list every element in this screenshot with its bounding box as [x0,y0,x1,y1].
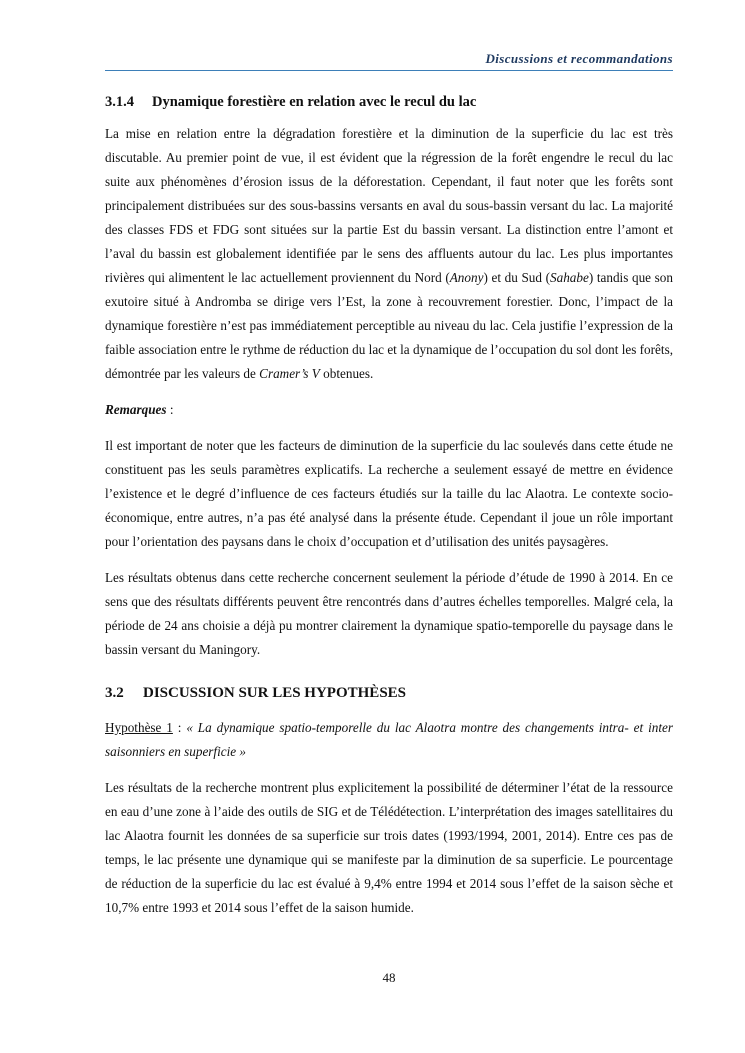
remarks-colon: : [166,402,174,417]
hypothesis-statement [105,716,673,764]
spacer [105,662,673,682]
para1-text-4: obtenues. [319,366,374,381]
river-anony: Anony [449,270,484,285]
section-number: 3.2 [105,685,124,701]
remarks-heading [105,398,673,422]
spacer [105,764,673,776]
river-sahabe: Sahabe [550,270,589,285]
header-rule [105,70,673,71]
subsection-heading [105,92,673,112]
subsection-number: 3.1.4 [105,94,134,110]
paragraph-forest-dynamics [105,122,673,386]
para1-text-2: ) et du Sud ( [483,270,550,285]
para1-text-3: ) tandis que son exutoire situé à Andromba se dirige vers l’Est, la zone à recouvrement forestier. Donc, l’impact de la dynamique forestière n’est pas immédiatement perceptible au niveau du lac. Cela justifie l’expression de la faible association entre le rythme de réduction du lac et la dynamique de l’occupation du sol dont les forêts, démontrée par les valeurs de [105,270,673,381]
remarks-label: Remarques [105,402,167,417]
section-title: DISCUSSION SUR LES HYPOTHÈSES [143,685,407,701]
page-number: 48 [382,970,396,985]
hypothesis-colon: : [172,720,187,735]
paragraph-results: Les résultats de la recherche montrent plus explicitement la possibilité de déterminer l’état de la ressource en eau d’une zone à l’aide des outils de SIG et de Télédétection. L’interprétation des images satellitaires du lac Alaotra fournit les données de sa superficie sur trois dates (1993/1994, 2001, 2014). Entre ces pas de temps, le lac présente une dynamique qui se manifeste par la diminution de sa superficie. Le pourcentage de réduction de la superficie du lac est évalué à 9,4% entre 1994 et 2014 sous l’effet de la saison sèche et 10,7% entre 1993 et 2014 sous l’effet de la saison humide. [105,780,673,915]
subsection-title: Dynamique forestière en relation avec le recul du lac [152,94,477,110]
hypothesis-text: « La dynamique spatio-temporelle du lac Alaotra montre des changements intra- et inter saisonniers en superficie » [105,720,673,759]
hypothesis-label: Hypothèse 1 [105,720,173,735]
para1-text-1: La mise en relation entre la dégradation forestière et la diminution de la superficie du lac est très discutable. Au premier point de vue, il est évident que la régression de la forêt engendre le recul du lac suite aux phénomènes d’érosion issus de la déforestation. Cependant, il faut noter que les forêts sont principalement distribuées sur des sous-bassins versants en aval du sous-bassin versant du lac. La majorité des classes FDS et FDG sont situées sur la partie Est du bassin versant. La distinction entre l’amont et l’aval du bassin est globalement identifiée par le sens des affluents autour du lac. Les plus importantes rivières qui alimentent le lac actuellement proviennent du Nord ( [105,126,673,285]
page-content [105,92,673,920]
section-heading [105,682,673,704]
paragraph-remarks: Il est important de noter que les facteurs de diminution de la superficie du lac soulevés dans cette étude ne constituent pas les seuls paramètres explicatifs. La recherche a seulement essayé de mettre en évidence l’existence et le degré d’influence de ces facteurs étudiés sur la taille du lac Alaotra. Le contexte socio-économique, entre autres, n’a pas été analysé dans la présente étude. Cependant il joue un rôle important pour l’orientation des paysans dans le choix d’occupation et d’utilisation des unités paysagères. [105,438,673,549]
running-header: Discussions et recommandations [485,51,673,66]
spacer [105,422,673,434]
paragraph-study-period: Les résultats obtenus dans cette recherche concernent seulement la période d’étude de 1990 à 2014. En ce sens que des résultats différents peuvent être rencontrés dans d’autres échelles temporelles. Malgré cela, la période de 24 ans choisie a déjà pu montrer clairement la dynamique spatio-temporelle du paysage dans le bassin versant du Maningory. [105,570,673,657]
cramers-v: Cramer’s V [259,366,320,381]
spacer [105,386,673,398]
spacer [105,554,673,566]
